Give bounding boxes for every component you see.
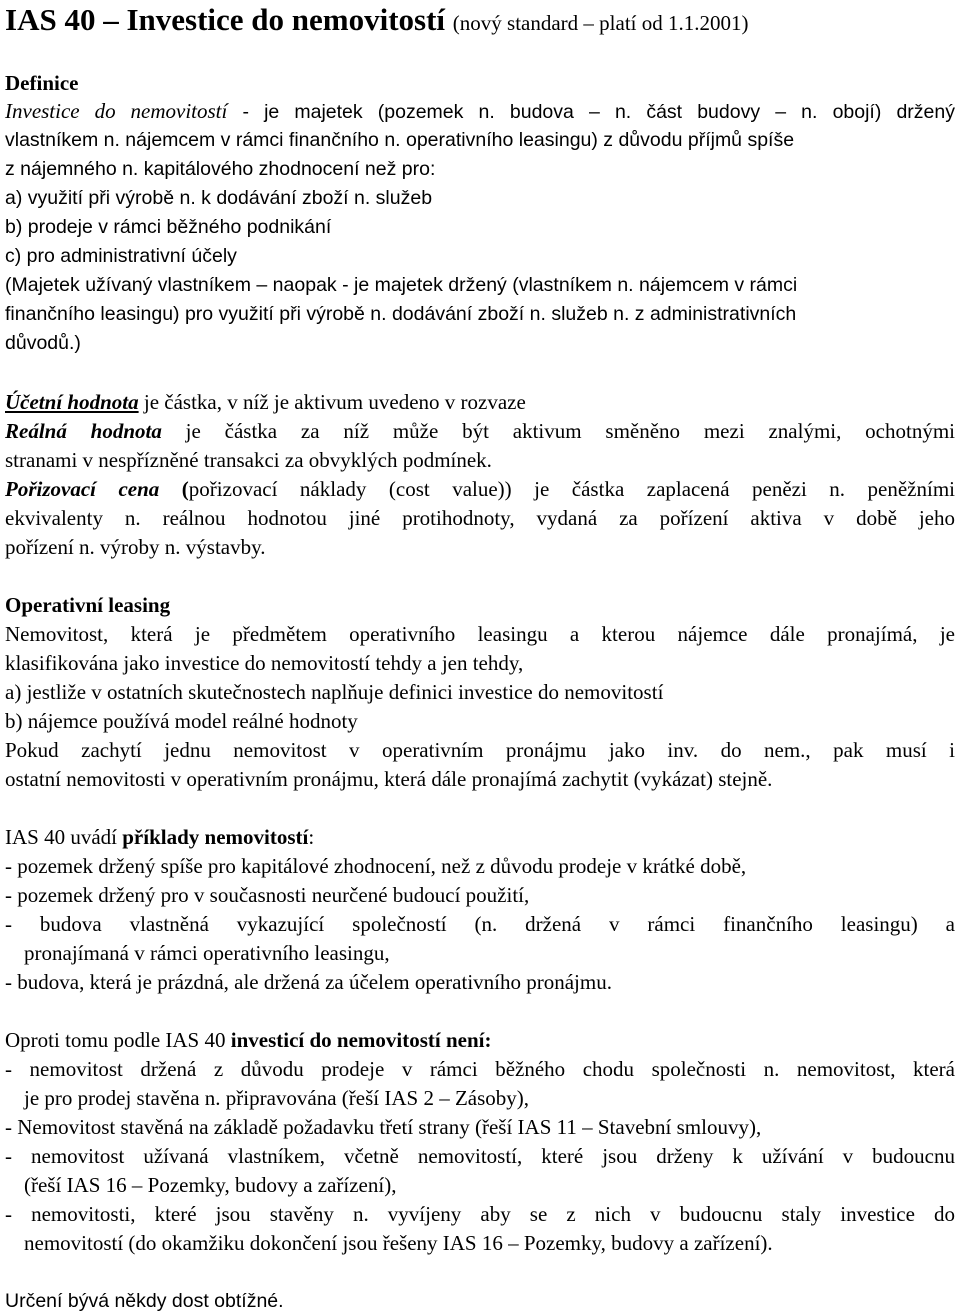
cost-paren: ( [159,477,189,501]
examples-item: - budova vlastněná vykazující společností (n. držená v rámci finančního leasingu) a [5,912,955,936]
operating-leasing-line: b) nájemce používá model reálné hodnoty [5,709,358,733]
non-examples-intro-text: Oproti tomu podle IAS 40 [5,1028,231,1052]
definition-line: z nájemného n. kapitálového zhodnocení než pro: [5,158,436,180]
definition-line: (Majetek užívaný vlastníkem – naopak - je majetek držený (vlastníkem n. nájemcem v rámci [5,274,798,296]
carrying-amount-text: je částka, v níž je aktivum uvedeno v rozvaze [138,390,526,414]
title-main: IAS 40 – Investice do nemovitostí [5,2,446,37]
examples-item: - pozemek držený pro v současnosti neurčené budoucí použití, [5,883,530,907]
cost-line: ekvivalenty n. reálnou hodnotou jiné protihodnoty, vydaná za pořízení aktiva v době jeho [5,506,955,530]
cost-term: Pořizovací cena [5,477,160,501]
definition-line [5,99,955,124]
fair-value-text: je částka za níž může být aktivum směněno mezi znalými, ochotnými [161,419,956,443]
fair-value-line: stranami v nespřízněné transakci za obvyklých podmínek. [5,448,492,472]
definition-line: finančního leasingu) pro využití při výrobě n. dodávání zboží n. služeb n. z administrativních [5,303,797,325]
definition-line: c) pro administrativní účely [5,245,237,267]
operating-leasing-line: a) jestliže v ostatních skutečnostech naplňuje definici investice do nemovitostí [5,680,664,704]
non-examples-item: - nemovitost držená z důvodu prodeje v rámci běžného chodu společnosti n. nemovitost, která [5,1057,955,1081]
non-examples-item-continuation: (řeší IAS 16 – Pozemky, budovy a zařízení), [24,1173,397,1197]
non-examples-item: - Nemovitost stavěná na základě požadavku třetí strany (řeší IAS 11 – Stavební smlouvy), [5,1115,762,1139]
cost-line: pořízení n. výroby n. výstavby. [5,535,266,559]
closing-note: Určení bývá někdy dost obtížné. [5,1290,284,1312]
fair-value-line [5,419,955,443]
examples-intro-end: : [308,825,315,849]
definition-line: a) využití při výrobě n. k dodávání zboží n. služeb [5,187,433,209]
carrying-amount-line [5,390,526,414]
title-note: (nový standard – platí od 1.1.2001) [452,11,749,35]
fair-value-term: Reálná hodnota [5,419,162,443]
examples-intro [5,825,314,849]
examples-intro-text: IAS 40 uvádí [5,825,123,849]
operating-leasing-line: Nemovitost, která je předmětem operativního leasingu a kterou nájemce dále pronajímá, je [5,622,955,646]
definition-line: b) prodeje v rámci běžného podnikání [5,216,332,238]
definition-line: vlastníkem n. nájemcem v rámci finančního n. operativního leasingu) z důvodu příjmů spíše [5,129,795,151]
non-examples-item-continuation: nemovitostí (do okamžiku dokončení jsou řešeny IAS 16 – Pozemky, budovy a zařízení). [24,1231,773,1255]
examples-intro-bold: příklady nemovitostí [122,825,309,849]
examples-item: - pozemek držený spíše pro kapitálové zhodnocení, než z důvodu prodeje v krátké době, [5,854,747,878]
cost-text: pořizovací náklady (cost value)) je částka zaplacená penězi n. peněžními [188,477,956,501]
definition-heading: Definice [5,71,79,95]
examples-item: - budova, která je prázdná, ale držená za účelem operativního pronájmu. [5,970,612,994]
non-examples-intro-bold: investicí do nemovitostí není: [230,1028,492,1052]
definition-term: Investice do nemovitostí [5,99,228,123]
non-examples-intro [5,1028,492,1052]
definition-text: - je majetek (pozemek n. budova – n. část budovy – n. obojí) držený [227,101,955,123]
operating-leasing-line: Pokud zachytí jednu nemovitost v operativním pronájmu jako inv. do nem., pak musí i [5,738,955,762]
non-examples-item-continuation: je pro prodej stavěna n. připravována (řeší IAS 2 – Zásoby), [24,1086,530,1110]
document-title [5,3,748,40]
definition-line: důvodů.) [5,332,81,354]
cost-line [5,477,955,501]
operating-leasing-line: klasifikována jako investice do nemovitostí tehdy a jen tehdy, [5,651,524,675]
examples-item-continuation: pronajímaná v rámci operativního leasingu, [24,941,390,965]
non-examples-item: - nemovitosti, které jsou stavěny n. vyvíjeny aby se z nich v budoucnu staly investice do [5,1202,955,1226]
non-examples-item: - nemovitost užívaná vlastníkem, včetně nemovitostí, které jsou drženy k užívání v budoucnu [5,1144,955,1168]
carrying-amount-term: Účetní hodnota [5,390,139,414]
operating-leasing-line: ostatní nemovitosti v operativním pronájmu, která dále pronajímá zachytit (vykázat) stejně. [5,767,773,791]
operating-leasing-heading: Operativní leasing [5,593,171,617]
